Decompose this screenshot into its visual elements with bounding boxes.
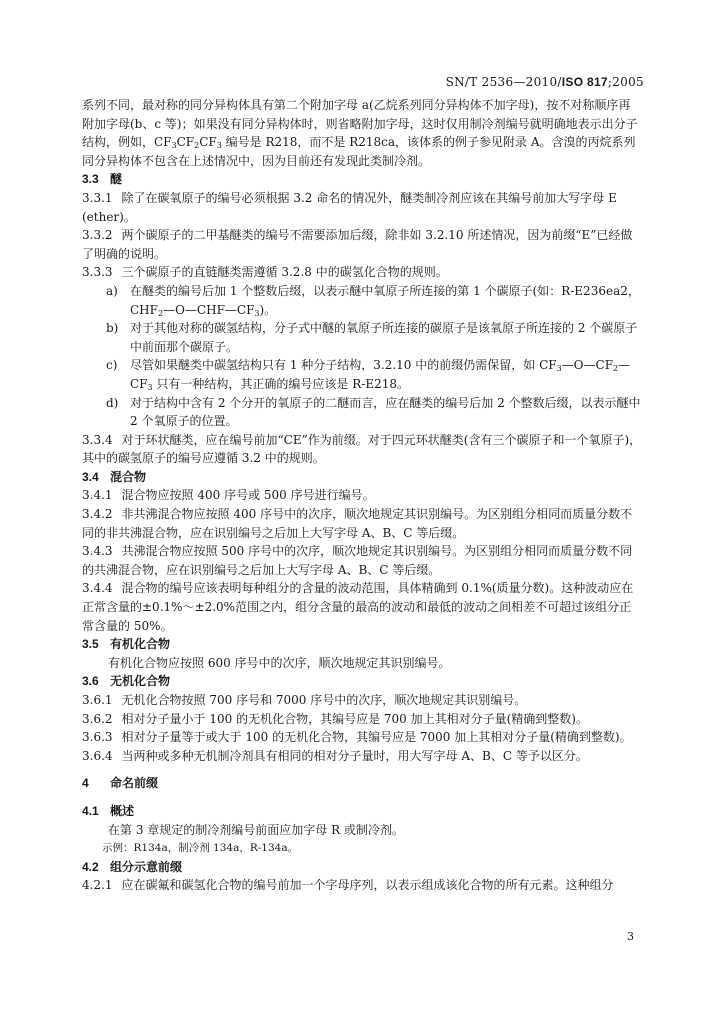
subscript: 3 (216, 141, 222, 151)
standard-number: SN/T 2536—2010/ (445, 75, 562, 89)
clause-number: 3.3.1 (82, 190, 113, 205)
clause-text: 应在碳氟和碳氢化合物的编号前加一个字母序列，以表示组成该化合物的所有元素。这种组分 (121, 878, 614, 893)
clause-text: 混合物的编号应该表明每种组分的含量的波动范围，具体精确到 0.1%(质量分数)。这种波动应在正常含量的±0.1%～±2.0%范围之内，组分含量的最高的波动和最低的波动之间相差不可超过该组分正常含量的 50%。 (82, 581, 634, 633)
clause-text: 共沸混合物应按照 500 序号中的次序，顺次地规定其识别编号。为区别组分相同而质量分数不同的共沸混合物，应在识别编号之后加上大写字母 A、B、C 等后缀。 (82, 544, 633, 577)
clause-text: 非共沸混合物应按照 400 序号中的次序，顺次地规定其识别编号。为区别组分相同而质量分数不同的非共沸混合物，应在识别编号之后加上大写字母 A、B、C 等后缀。 (82, 507, 633, 540)
section-number: 3.6 (82, 674, 99, 689)
list-item (82, 319, 642, 356)
standard-year: ;2005 (607, 75, 644, 89)
list-item-label: d) (106, 395, 119, 410)
clause (82, 876, 642, 895)
section-number: 4.2 (82, 859, 99, 874)
clause-text: 除了在碳氧原子的编号必须根据 3.2 命名的情况外，醚类制冷剂应该在其编号前加大写字母 E (ether)。 (82, 190, 617, 224)
example-note: 示例：R134a，制冷剂 134a，R-134a。 (102, 842, 299, 855)
section-heading (82, 468, 642, 487)
section-title: 醚 (110, 172, 123, 187)
section-number: 4.1 (82, 803, 99, 818)
section-number: 3.5 (82, 637, 99, 652)
subscript: 3 (254, 308, 260, 318)
subscript: 2 (613, 364, 619, 374)
clause (82, 691, 642, 710)
clause-number: 3.4.1 (82, 488, 113, 503)
section-heading (82, 672, 642, 691)
list-item-label: c) (106, 358, 118, 373)
section-heading (82, 635, 642, 654)
section-number: 3.3 (82, 172, 99, 187)
clause-text: 相对分子量等于或大于 100 的无机化合物，其编号应是 7000 加上其相对分子量(精确到整数)。 (121, 730, 632, 745)
list-item-text: 在醚类的编号后加 1 个整数后缀，以表示醚中氧原子所连接的第 1 个碳原子(如：R-E236ea2，$CHF_2—O—CHF—CF_3$)。 (130, 283, 640, 318)
clause (82, 728, 642, 747)
spacer (82, 793, 642, 802)
clause-number: 3.6.4 (82, 748, 113, 763)
paragraph: 系列不同，最对称的同分异构体具有第二个附加字母 a(乙烷系列同分异构体不加字母)，按不对称顺序再附加字母(b、c 等)；如果没有同分异构体时，则省略附加字母，这时仅用制冷剂编号就明确地表示出分子结构，例如，$CF_3CF_2CF_3$ 编号是 R218，而不是 R218ca，该体系的例子参见附录 A。含溴的丙烷系列同分异构体不包含在上述情况中，因为目前还有发现此类制冷剂。 (82, 98, 638, 168)
section-title: 概述 (110, 803, 135, 818)
clause-number: 3.4.4 (82, 581, 113, 596)
page-body (82, 96, 642, 895)
list-item-text: 对于结构中含有 2 个分开的氧原子的二醚而言，应在醚类的编号后加 2 个整数后缀，以表示醚中 2 个氧原子的位置。 (130, 395, 641, 429)
section-title: 混合物 (110, 469, 147, 484)
clause (82, 579, 642, 635)
clause (82, 710, 642, 729)
list-item-text: 对于其他对称的碳氢结构，分子式中醚的氧原子所连接的碳原子是该氧原子所连接的 2 个碳原子中前面那个碳原子。 (130, 321, 638, 354)
clause-text: 两个碳原子的二甲基醚类的编号不需要添加后缀，除非如 3.2.10 所述情况，因为前缀“E”已经做了明确的说明。 (82, 228, 633, 261)
clause-text: 当两种或多种无机制冷剂具有相同的相对分子量时，用大写字母 A、B、C 等予以区分。 (121, 748, 588, 763)
subscript: 2 (194, 141, 200, 151)
iso-number: ISO 817 (561, 75, 608, 89)
list-item (82, 394, 642, 431)
list-item-label: b) (106, 321, 119, 336)
clause-text: 混合物应按照 400 序号或 500 序号进行编号。 (121, 488, 375, 503)
clause (82, 189, 642, 226)
section-heading (82, 170, 642, 189)
clause (82, 263, 642, 282)
clause-number: 3.6.1 (82, 693, 113, 707)
clause-number: 3.6.2 (82, 711, 113, 726)
clause-text: 相对分子量小于 100 的无机化合物，其编号应是 700 加上其相对分子量(精确到整数)。 (121, 711, 588, 726)
clause-text: 无机化合物按照 700 序号和 7000 序号中的次序，顺次地规定其识别编号。 (121, 693, 527, 707)
section-heading (82, 858, 642, 877)
subscript: 3 (556, 364, 562, 374)
section-title: 无机化合物 (110, 674, 171, 689)
spacer (82, 765, 642, 774)
section-heading (82, 802, 642, 821)
clause-number: 3.3.4 (82, 432, 113, 447)
clause (82, 542, 642, 579)
page-number: 3 (627, 930, 634, 943)
clause-number: 3.6.3 (82, 730, 113, 745)
section-title: 命名前缀 (110, 776, 159, 791)
clause-number: 4.2.1 (82, 878, 113, 893)
section-number: 3.4 (82, 469, 99, 484)
clause (82, 505, 642, 542)
list-item-label: a) (106, 283, 118, 298)
list-item (82, 282, 642, 319)
clause-text: 对于环状醚类，应在编号前加“CE”作为前缀。对于四元环状醚类(含有三个碳原子和一个氧原子)，其中的碳氢原子的编号应遵循 3.2 中的规则。 (82, 432, 642, 466)
running-header (446, 75, 644, 89)
clause-number: 3.3.2 (82, 228, 113, 243)
body-paragraph: 在第 3 章规定的制冷剂编号前面应加字母 R 或制冷剂。 (108, 822, 404, 837)
clause (82, 747, 642, 766)
section-heading (82, 774, 642, 793)
clause-text: 三个碳原子的直链醚类需遵循 3.2.8 中的碳氢化合物的规则。 (121, 265, 448, 280)
body-paragraph: 有机化合物应按照 600 序号中的次序，顺次地规定其识别编号。 (108, 655, 451, 670)
list-item-text: 尽管如果醚类中碳氢结构只有 1 种分子结构，3.2.10 中的前缀仍需保留，如 $CF_3—O—CF_2—CF_3$ 只有一种结构，其正确的编号应该是 R-E218。 (130, 358, 631, 392)
section-title: 有机化合物 (110, 637, 171, 652)
clause-number: 3.4.2 (82, 507, 113, 522)
clause (82, 226, 642, 263)
list-item (82, 356, 642, 393)
section-title: 组分示意前缀 (110, 859, 183, 874)
subscript: 3 (171, 141, 177, 151)
clause (82, 431, 642, 468)
clause-number: 3.4.3 (82, 544, 113, 559)
section-number: 4 (82, 776, 89, 791)
clause-number: 3.3.3 (82, 265, 113, 280)
clause (82, 486, 642, 505)
subscript: 2 (157, 308, 164, 318)
subscript: 3 (147, 382, 153, 392)
